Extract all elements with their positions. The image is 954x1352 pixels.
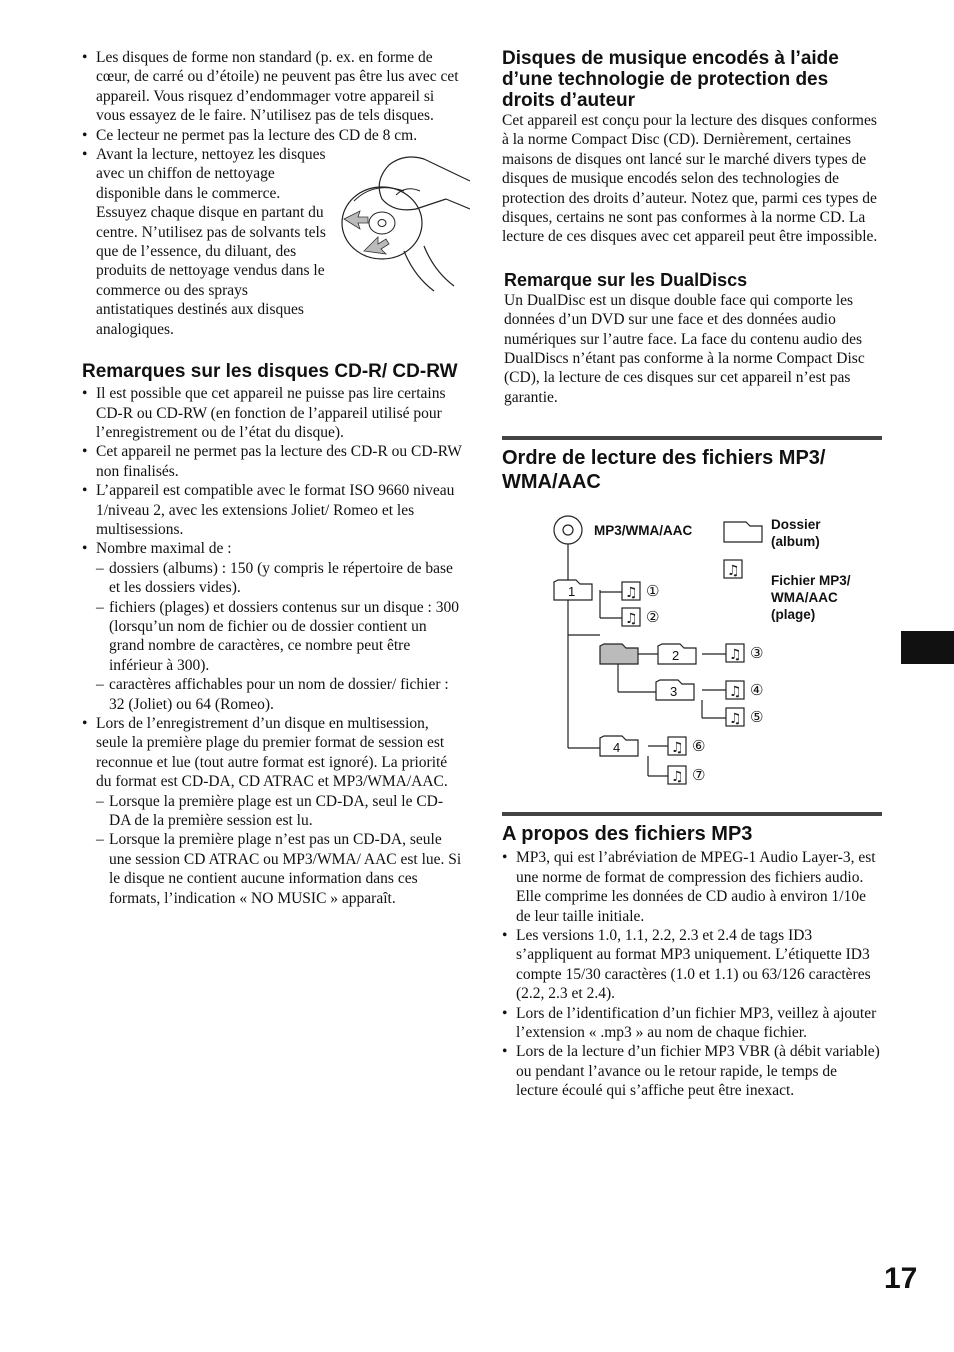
folder-number: 1 xyxy=(568,584,576,600)
play-order-heading: Ordre de lecture des fichiers MP3/ WMA/AAC xyxy=(502,436,882,494)
sub-item: – fichiers (plages) et dossiers contenus sur un disque : 300 (lorsqu’un nom de fichier ou de dossier contient un grand nombre de caractères, ce nombre peut être inférieur à 300). xyxy=(96,598,462,676)
folder-legend: Dossier (album) xyxy=(771,517,821,550)
folder-number: 3 xyxy=(670,684,678,700)
dualdisc-text: Un DualDisc est un disque double face qui comporte les données d’un DVD sur une face et des données audio numériques sur l’autre face. La face du contenu audio des DualDiscs n’étant pas conforme à la norme Compact Disc (CD), la lecture de ces disques sur cet appareil n’est pas garantie. xyxy=(504,291,865,406)
svg-text:♫: ♫ xyxy=(729,711,742,728)
sub-item: – dossiers (albums) : 150 (y compris le répertoire de base et les dossiers vides). xyxy=(96,559,462,598)
svg-text:♫: ♫ xyxy=(729,647,742,664)
list-item: • Il est possible que cet appareil ne puisse pas lire certains CD-R ou CD-RW (en fonction de l’appareil utilisé pour l’enregistrement ou de l’état du disque). xyxy=(82,384,462,442)
right-column xyxy=(502,48,882,1101)
folder-number: 4 xyxy=(613,740,621,756)
disc-cleaning-illustration xyxy=(334,151,470,301)
list-item: • Les disques de forme non standard (p. ex. en forme de cœur, de carré ou d’étoile) ne peuvent pas être lus avec cet appareil. Vous risquez d’endommager votre appareil si vous essayez de le faire. N’utilisez pas de tels disques. xyxy=(82,48,462,126)
track-number: ① xyxy=(646,583,660,601)
folder-tree-graphic xyxy=(502,508,882,808)
drm-text: Cet appareil est conçu pour la lecture des disques conformes à la norme Compact Disc (CD). Dernièrement, certaines maisons de disques ont lancé sur le marché divers types de disques de musique encodés selon des technologies de protection des droits d’auteur. Notez que, parmi ces types de disques, certains ne sont pas conformes à la norme CD. La lecture de ces disques avec cet appareil peut être impossible. xyxy=(502,112,878,246)
max-sublist xyxy=(96,559,462,714)
track-number: ③ xyxy=(750,645,764,663)
file-legend: Fichier MP3/ WMA/AAC (plage) xyxy=(771,573,851,623)
cdr-heading: Remarques sur les disques CD-R/ CD-RW xyxy=(82,361,458,383)
multisession-intro: Lors de l’enregistrement d’un disque en multisession, seule la première plage du premier format de session est reconnue et lue (tout autre format est ignoré). La priorité du format est CD-DA, CD ATRAC et MP3/WMA/AAC. xyxy=(96,715,448,791)
list-item xyxy=(82,714,462,908)
track-number: ④ xyxy=(750,682,764,700)
play-order-diagram xyxy=(502,508,882,808)
folder-number: 2 xyxy=(672,648,680,664)
list-item xyxy=(82,539,462,714)
track-number: ② xyxy=(646,609,660,627)
list-item: • Cet appareil ne permet pas la lecture des CD-R ou CD-RW non finalisés. xyxy=(82,442,462,481)
multisession-sublist xyxy=(96,792,462,908)
cleaning-text: Avant la lecture, nettoyez les disques avec un chiffon de nettoyage disponible dans le commerce. Essuyez chaque disque en partant du centre. N’utilisez pas de solvants tels que de l’essence, du diluant, des produits de nettoyage vendus dans le commerce ou des sprays antistatiques destinés aux disques analogiques. xyxy=(96,146,326,338)
disc-notes-list xyxy=(82,48,462,339)
list-item: • MP3, qui est l’abréviation de MPEG-1 Audio Layer-3, est une norme de format de compression des fichiers audio. Elle comprime les données de CD audio à environ 1/10e de leur taille initiale. xyxy=(502,848,882,926)
svg-text:♫: ♫ xyxy=(625,611,638,628)
track-number: ⑤ xyxy=(750,709,764,727)
drm-heading: Disques de musique encodés à l’aide d’une technologie de protection des droits d’auteur xyxy=(502,48,839,111)
max-intro: Nombre maximal de : xyxy=(96,540,232,558)
sub-item: – Lorsque la première plage n’est pas un CD-DA, seule une session CD ATRAC ou MP3/WMA/ AAC est lue. Si le disque ne contient aucune information dans ces formats, l’indication « NO MUSIC » apparaît. xyxy=(96,830,462,908)
sub-item: – Lorsque la première plage est un CD-DA, seul le CD-DA de la première session est lu. xyxy=(96,792,462,831)
dualdisc-heading: Remarque sur les DualDiscs xyxy=(504,269,748,290)
left-column xyxy=(82,48,462,908)
list-item: • Ce lecteur ne permet pas la lecture des CD de 8 cm. xyxy=(82,126,462,145)
list-item: • Lors de l’identification d’un fichier MP3, veillez à ajouter l’extension « .mp3 » au nom de chaque fichier. xyxy=(502,1004,882,1043)
sub-item: – caractères affichables pour un nom de dossier/ fichier : 32 (Joliet) ou 64 (Romeo). xyxy=(96,675,462,714)
svg-text:♫: ♫ xyxy=(625,585,638,602)
track-number: ⑦ xyxy=(692,767,706,785)
list-item xyxy=(82,145,462,339)
svg-text:♫: ♫ xyxy=(727,563,740,580)
mp3-heading: A propos des fichiers MP3 xyxy=(502,812,882,846)
list-item: • Les versions 1.0, 1.1, 2.2, 2.3 et 2.4 de tags ID3 s’appliquent au format MP3 uniquement. L’étiquette ID3 compte 15/30 caractères (1.0 et 1.1) ou 63/126 caractères (2.2, 2.3 et 2.4). xyxy=(502,926,882,1004)
svg-text:♫: ♫ xyxy=(729,684,742,701)
section-tab-marker xyxy=(901,631,954,664)
svg-text:♫: ♫ xyxy=(671,740,684,757)
list-item: • Lors de la lecture d’un fichier MP3 VBR (à débit variable) ou pendant l’avance ou le retour rapide, le temps de lecture écoulé qui s’affiche peut être inexact. xyxy=(502,1042,882,1100)
page-number: 17 xyxy=(884,1262,918,1295)
root-label: MP3/WMA/AAC xyxy=(594,523,693,539)
svg-text:♫: ♫ xyxy=(671,769,684,786)
list-item: • L’appareil est compatible avec le format ISO 9660 niveau 1/niveau 2, avec les extensions Joliet/ Romeo et les multisessions. xyxy=(82,481,462,539)
mp3-notes-list xyxy=(502,848,882,1100)
cdr-notes-list xyxy=(82,384,462,908)
track-number: ⑥ xyxy=(692,738,706,756)
